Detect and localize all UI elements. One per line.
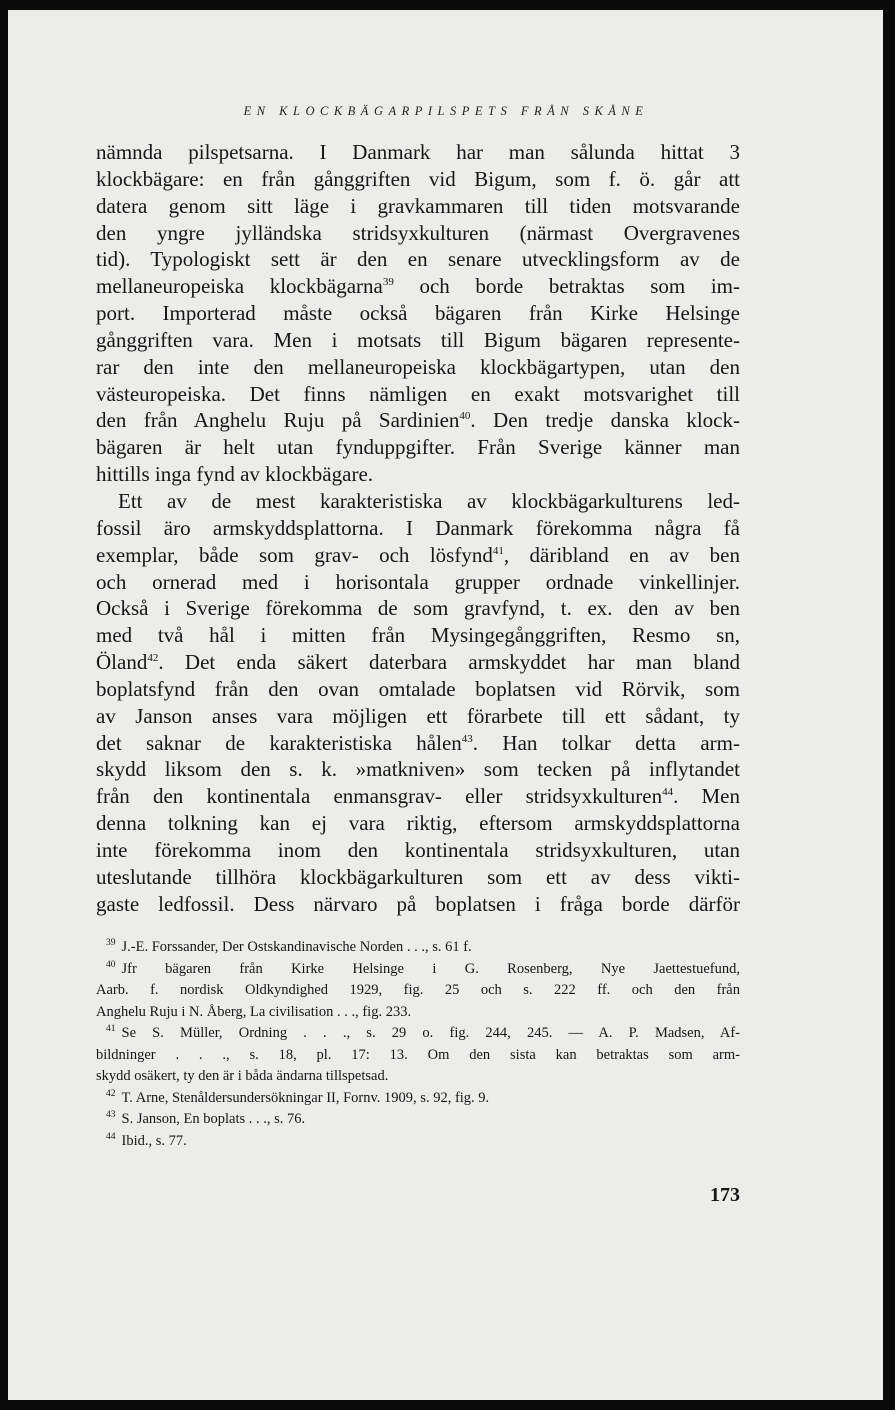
footnote-ref[interactable]: 41 (492, 544, 504, 557)
footnote-line (96, 1045, 740, 1067)
body-line-text: Också i Sverige förekomma de som gravfynd, t. ex. den av ben (96, 596, 740, 621)
body-line-text: nämnda pilspetsarna. I Danmark har man sålunda hittat 3 (96, 140, 740, 164)
body-line (96, 569, 740, 596)
body-line-text: mellaneuropeiska klockbägarna (96, 274, 383, 299)
body-line (96, 515, 740, 542)
body-line (96, 354, 740, 381)
body-line-text: bägaren är helt utan fynduppgifter. Från Sverige känner man (96, 435, 740, 460)
body-line (96, 864, 740, 891)
body-line-text: exemplar, både som grav- och lösfynd (96, 542, 493, 567)
body-line (96, 595, 740, 622)
footnote-number: 44 (106, 1131, 116, 1142)
body-line-text: Ett av de mest karakteristiska av klockbägarkulturens led- (118, 488, 740, 513)
body-line (96, 381, 740, 408)
body-line-text: port. Importerad måste också bägaren från Kirke Helsinge (96, 301, 740, 326)
body-line-text-after: . Han tolkar detta arm- (472, 730, 741, 755)
footnote-line (96, 1023, 740, 1045)
footnote-text: Se S. Müller, Ordning . . ., s. 29 o. fig. 244, 245. — A. P. Madsen, Af- (121, 1025, 740, 1041)
body-text (96, 139, 740, 917)
body-line (96, 783, 740, 810)
body-line-text: och ornerad med i horisontala grupper ordnade vinkellinjer. (96, 569, 740, 594)
footnote-number: 42 (106, 1088, 116, 1099)
body-line (96, 488, 740, 515)
page-number: 173 (710, 1184, 740, 1206)
body-line-text: skydd liksom den s. k. »matkniven» som tecken på inflytandet (96, 757, 740, 782)
body-line (96, 649, 740, 676)
body-line-text-after: . Den tredje danska klock- (470, 408, 740, 433)
footnote-number: 39 (106, 938, 116, 949)
body-line-text: västeuropeiska. Det finns nämligen en exakt motsvarighet till (96, 381, 740, 406)
footnote-ref[interactable]: 40 (459, 410, 471, 423)
footnote-number: 41 (106, 1024, 116, 1035)
body-line-text: av Janson anses vara möjligen ett förarbete till ett sådant, ty (96, 703, 740, 728)
body-line-text: hittills inga fynd av klockbägare. (96, 462, 374, 487)
body-line (96, 622, 740, 649)
footnote-line (96, 937, 740, 959)
body-line-text: tid). Typologiskt sett är den en senare utvecklingsform av de (96, 247, 740, 272)
footnote-number: 40 (106, 959, 116, 970)
footnote-line (96, 1002, 740, 1024)
footnote (96, 937, 740, 959)
body-line-text: datera genom sitt läge i gravkammaren till tiden motsvarande (96, 193, 740, 218)
body-line (96, 407, 740, 434)
footnote-text: skydd osäkert, ty den är i båda ändarna tillspetsad. (96, 1068, 389, 1084)
body-line-text-after: . Det enda säkert daterbara armskyddet har man bland (158, 650, 740, 675)
body-line (96, 246, 740, 273)
body-line-text: med två hål i mitten från Mysingegånggriften, Resmo sn, (96, 623, 740, 648)
body-line (96, 837, 740, 864)
footnote-number: 43 (106, 1110, 116, 1121)
body-line-text: det saknar de karakteristiska hålen (96, 730, 462, 755)
body-line (96, 220, 740, 247)
body-line (96, 300, 740, 327)
body-line-text-after: . Men (673, 784, 740, 809)
footnote (96, 959, 740, 1024)
body-line-text: boplatsfynd från den ovan omtalade boplatsen vid Rörvik, som (96, 676, 740, 701)
body-line (96, 891, 740, 918)
footnote-text: Aarb. f. nordisk Oldkyndighed 1929, fig. 25 och s. 222 ff. och den från (96, 982, 740, 998)
body-line-text: klockbägare: en från gånggriften vid Bigum, som f. ö. går att (96, 166, 740, 191)
body-line (96, 434, 740, 461)
body-line (96, 327, 740, 354)
footnote-text: bildninger . . ., s. 18, pl. 17: 13. Om den sista kan betraktas som arm- (96, 1046, 740, 1063)
footnote-line (96, 959, 740, 981)
body-line (96, 166, 740, 193)
footnote-text: Ibid., s. 77. (121, 1132, 187, 1149)
footnote-ref[interactable]: 43 (461, 732, 473, 745)
body-line-text: den från Anghelu Ruju på Sardinien (96, 408, 460, 433)
body-line-text-after: , däribland en av ben (503, 542, 740, 567)
footnote-text: Jfr bägaren från Kirke Helsinge i G. Rosenberg, Nye Jaettestuefund, (121, 960, 740, 977)
footnote-text: Anghelu Ruju i N. Åberg, La civilisation . . ., fig. 233. (96, 1003, 412, 1020)
body-line-text: Öland (96, 650, 148, 675)
body-line-text: fossil äro armskyddsplattorna. I Danmark förekomma några få (96, 515, 740, 540)
running-head: EN KLOCKBÄGARPILSPETS FRÅN SKÅNE (243, 104, 649, 118)
body-line-text: den yngre jylländska stridsyxkulturen (närmast Overgravenes (96, 220, 740, 245)
body-line (96, 756, 740, 783)
body-line (96, 676, 740, 703)
footnote-text: S. Janson, En boplats . . ., s. 76. (121, 1111, 306, 1127)
body-line (96, 730, 740, 757)
footnote-text: T. Arne, Stenåldersundersökningar II, Fornv. 1909, s. 92, fig. 9. (121, 1089, 490, 1106)
body-line-text: gaste ledfossil. Dess närvaro på boplatsen i fråga borde därför (96, 891, 740, 916)
body-line-text: gånggriften vara. Men i motsats till Bigum bägaren represente- (96, 327, 740, 352)
footnote-ref[interactable]: 39 (382, 276, 394, 289)
body-line (96, 703, 740, 730)
body-line-text: från den kontinentala enmansgrav- eller stridsyxkulturen (96, 784, 663, 809)
footnote-line (96, 1088, 740, 1110)
footnote-text: J.-E. Forssander, Der Ostskandinavische Norden . . ., s. 61 f. (121, 939, 472, 955)
body-line (96, 139, 740, 166)
body-line-text: uteslutande tillhöra klockbägarkulturen som ett av dess vikti- (96, 864, 740, 889)
footnote-line (96, 1131, 740, 1153)
footnote-ref[interactable]: 44 (662, 786, 674, 799)
footnote-line (96, 1066, 740, 1088)
footnote (96, 1109, 740, 1131)
body-line (96, 542, 740, 569)
body-line-text: inte förekomma inom den kontinentala stridsyxkulturen, utan (96, 837, 740, 862)
body-line (96, 193, 740, 220)
body-line (96, 810, 740, 837)
footnote (96, 1023, 740, 1088)
footnote-ref[interactable]: 42 (147, 652, 159, 665)
body-line (96, 273, 740, 300)
body-line-text: denna tolkning kan ej vara riktig, eftersom armskyddsplattorna (96, 811, 740, 836)
body-line-text: rar den inte den mellaneuropeiska klockbägartypen, utan den (96, 354, 740, 379)
footnote (96, 1088, 740, 1110)
footnote-line (96, 980, 740, 1002)
body-line-text-after: och borde betraktas som im- (393, 274, 741, 299)
footnote-line (96, 1109, 740, 1131)
footnote (96, 1131, 740, 1153)
body-line (96, 461, 740, 488)
footnotes (96, 937, 740, 1152)
